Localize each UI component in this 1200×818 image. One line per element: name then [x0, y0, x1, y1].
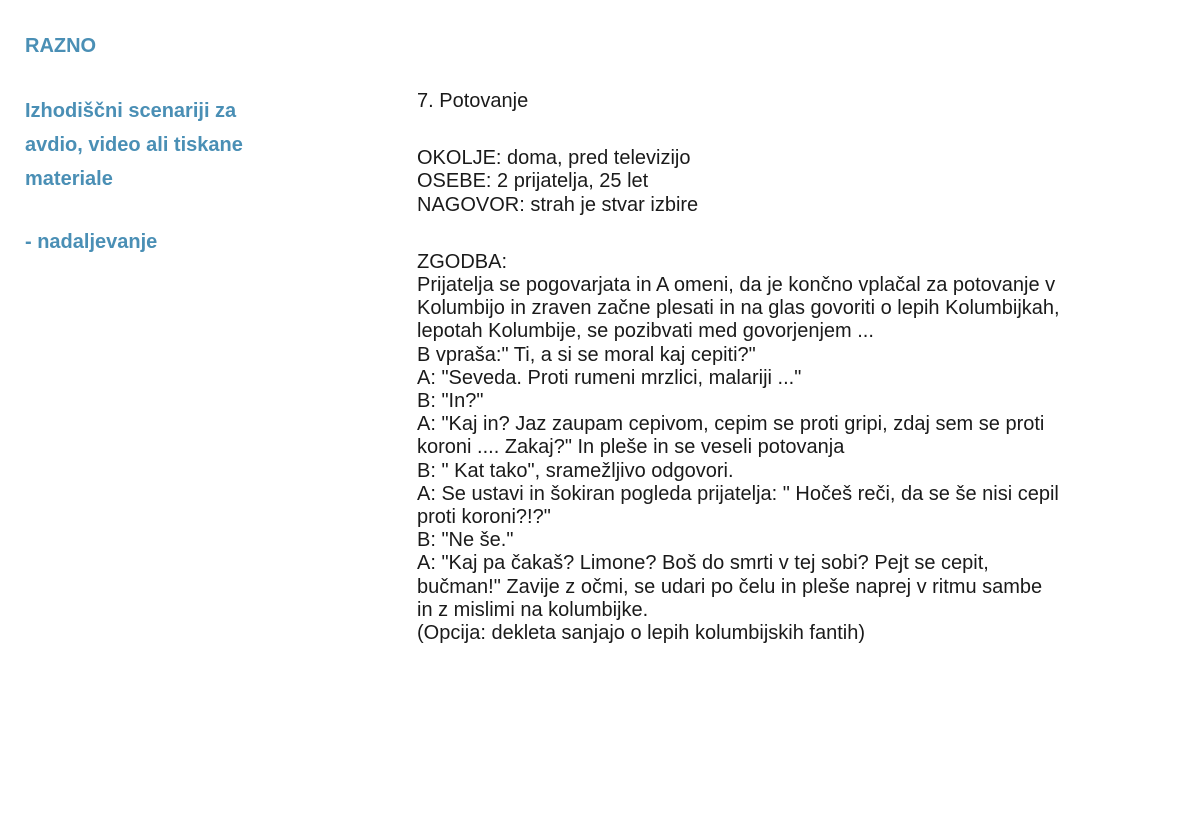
sidebar-title-line: avdio, video ali tiskane	[25, 134, 243, 156]
story-line: B: "In?"	[417, 390, 484, 413]
story-line: B vpraša:" Ti, a si se moral kaj cepiti?"	[417, 343, 756, 366]
scenario-setting: OKOLJE: doma, pred televizijo	[417, 147, 691, 170]
sidebar-title-line: Izhodiščni scenariji za	[25, 100, 237, 122]
story-label: ZGODBA:	[417, 250, 508, 273]
story-line: A: Se ustavi in šokiran pogleda prijatelja: " Hočeš reči, da se še nisi cepil	[417, 482, 1059, 505]
story-line: lepotah Kolumbije, se pozibvati med govorjenjem ...	[417, 320, 874, 343]
story-line: (Opcija: dekleta sanjajo o lepih kolumbijskih fantih)	[417, 622, 866, 645]
scenario-content	[417, 90, 1177, 645]
story-line: B: " Kat tako", sramežljivo odgovori.	[417, 459, 734, 482]
section-label: RAZNO	[25, 35, 97, 57]
scenario-slogan: NAGOVOR: strah je stvar izbire	[417, 193, 699, 216]
story-line: A: "Kaj pa čakaš? Limone? Boš do smrti v tej sobi? Pejt se cepit,	[417, 552, 989, 575]
story-line: proti koroni?!?"	[417, 506, 551, 529]
story-line: bučman!" Zavije z očmi, se udari po čelu in pleše naprej v ritmu sambe	[417, 575, 1043, 598]
story-line: koroni .... Zakaj?" In pleše in se veseli potovanja	[417, 436, 845, 459]
sidebar-title	[25, 94, 325, 196]
story-line: A: "Kaj in? Jaz zaupam cepivom, cepim se proti gripi, zdaj sem se proti	[417, 413, 1045, 436]
story-line: B: "Ne še."	[417, 529, 514, 552]
story-line: A: "Seveda. Proti rumeni mrzlici, malariji ..."	[417, 366, 802, 389]
story-line: Kolumbijo in zraven začne plesati in na glas govoriti o lepih Kolumbijkah,	[417, 297, 1060, 320]
sidebar	[25, 30, 325, 258]
scenario-heading: 7. Potovanje	[417, 90, 529, 112]
continuation-label: - nadaljevanje	[25, 231, 158, 253]
scenario-persons: OSEBE: 2 prijatelja, 25 let	[417, 170, 649, 193]
sidebar-title-line: materiale	[25, 168, 113, 190]
story-line: Prijatelja se pogovarjata in A omeni, da je končno vplačal za potovanje v	[417, 274, 1056, 297]
story-line: in z mislimi na kolumbijke.	[417, 598, 649, 621]
